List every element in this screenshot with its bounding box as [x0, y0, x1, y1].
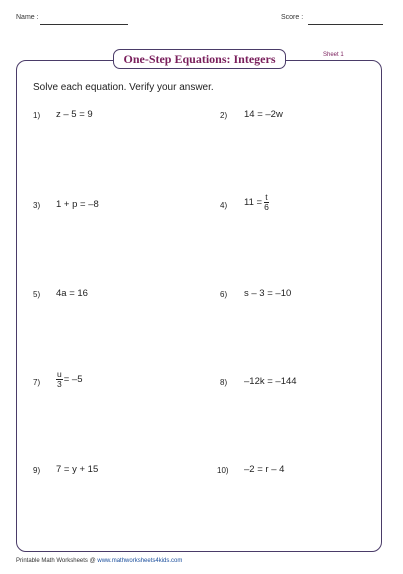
fraction: [56, 370, 63, 389]
fraction-denominator: 3: [57, 379, 62, 389]
problem-equation: z – 5 = 9: [56, 109, 93, 120]
fraction-denominator: 6: [264, 202, 269, 212]
problem-equation: 14 = –2w: [244, 109, 283, 120]
problem-number: 6): [220, 290, 228, 299]
fraction: [263, 193, 270, 212]
problem-number: 1): [33, 111, 41, 120]
problem-equation: –2 = r – 4: [244, 464, 285, 475]
problem-equation: 7 = y + 15: [56, 464, 99, 475]
fraction-numerator: u: [57, 369, 62, 379]
score-label: Score :: [281, 14, 304, 21]
problem-number: 10): [217, 466, 229, 475]
problem-equation: 1 + p = –8: [56, 199, 99, 210]
problem-number: 9): [33, 466, 41, 475]
footer-link[interactable]: www.mathworksheets4kids.com: [97, 558, 183, 564]
equation-rhs: = –5: [63, 374, 83, 385]
problem-number: 8): [220, 378, 228, 387]
problem-equation: 4a = 16: [56, 288, 88, 299]
worksheet-frame: [16, 60, 382, 552]
problem-number: 5): [33, 290, 41, 299]
name-label: Name :: [16, 14, 39, 21]
problem-equation: –12k = –144: [244, 376, 297, 387]
footer: [16, 558, 182, 564]
score-field-line: [308, 24, 383, 25]
problem-number: 4): [220, 201, 228, 210]
equation-lhs: 11 =: [244, 197, 263, 208]
problem-number: 7): [33, 378, 41, 387]
sheet-label: Sheet 1: [323, 52, 344, 58]
problem-equation: s – 3 = –10: [244, 288, 292, 299]
problem-equation: [55, 370, 83, 389]
worksheet-title: One-Step Equations: Integers: [113, 49, 286, 69]
name-field-line: [40, 24, 128, 25]
footer-prefix: Printable Math Worksheets @: [16, 558, 96, 564]
problem-equation: [244, 193, 271, 212]
fraction-numerator: t: [265, 192, 268, 202]
instructions: Solve each equation. Verify your answer.: [33, 82, 214, 93]
problem-number: 3): [33, 201, 41, 210]
problem-number: 2): [220, 111, 228, 120]
